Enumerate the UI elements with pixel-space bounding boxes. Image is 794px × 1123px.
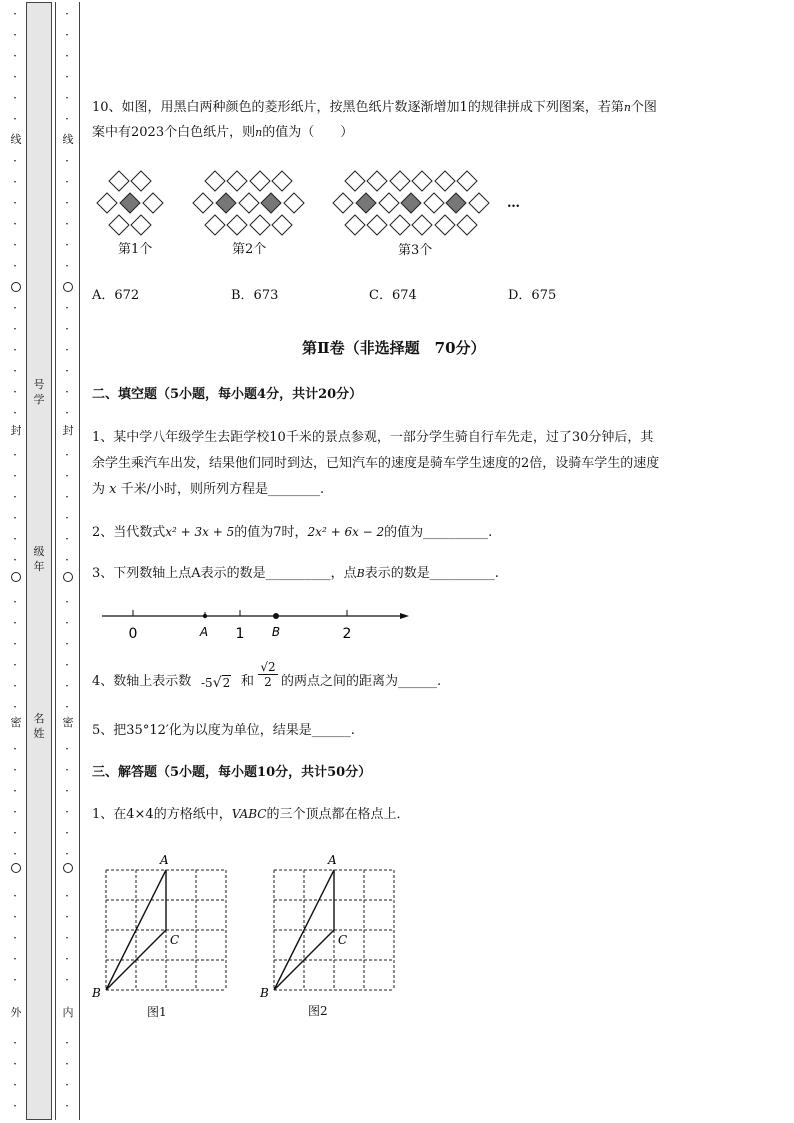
margin-dot: · (65, 511, 69, 525)
fig-label-3: 第3个 (398, 243, 433, 258)
white-rhombus (367, 171, 387, 191)
inner-circle-mark (63, 282, 73, 292)
white-rhombus (272, 171, 292, 191)
q10-line1 (92, 96, 752, 119)
margin-dot: · (13, 301, 17, 315)
margin-dot: · (65, 343, 69, 357)
inner-label-xian: 线 (62, 133, 74, 146)
white-rhombus (131, 215, 151, 235)
outer-label-xian: 线 (10, 133, 22, 146)
fill-q4-text-b: 的两点之间的距离为______. (281, 674, 442, 689)
margin-dot: · (65, 1057, 69, 1071)
black-rhombus (120, 193, 140, 213)
margin-dot: · (65, 1099, 69, 1113)
inner-circle-mark (63, 863, 73, 873)
q10-text-2b: 的值为（ ） (262, 125, 354, 140)
margin-dot: · (13, 196, 17, 210)
white-rhombus (97, 193, 117, 213)
fill-section-heading: 二、填空题（5小题，每小题4分，共计20分） (92, 387, 363, 402)
white-rhombus (345, 215, 365, 235)
margin-dot: · (13, 1099, 17, 1113)
white-rhombus (205, 215, 225, 235)
margin-dot: · (65, 616, 69, 630)
white-rhombus (412, 215, 432, 235)
fill-q1-var-x: x (109, 482, 117, 497)
margin-dot: · (13, 1078, 17, 1092)
fill-q4-fraction (258, 660, 278, 690)
q4-frac-denominator: 2 (264, 675, 272, 690)
number-line (100, 604, 415, 644)
margin-dot: · (13, 259, 17, 273)
white-rhombus (109, 215, 129, 235)
margin-dot: · (13, 805, 17, 819)
white-rhombus (227, 171, 247, 191)
white-rhombus (193, 193, 213, 213)
q10-text-2a: 案中有2023个白色纸片，则 (92, 125, 256, 140)
margin-dot: · (13, 616, 17, 630)
margin-dot: · (13, 763, 17, 777)
q10-option-b: B．673 (231, 288, 279, 303)
tick-label-2: 2 (342, 626, 352, 642)
margin-dot: · (65, 322, 69, 336)
q10-var-n: n (255, 126, 263, 139)
answer-q1-text-b: 的三个顶点都在格点上． (266, 807, 410, 822)
margin-dot: · (65, 196, 69, 210)
margin-dot: · (65, 658, 69, 672)
margin-dot: · (65, 784, 69, 798)
fill-q1-line2: 余学生乘汽车出发，结果他们同时到达，已知汽车的速度是骑车学生速度的2倍，设骑车学生的速度 (92, 456, 660, 471)
part2-title: 第Ⅱ卷（非选择题 70分） (302, 339, 486, 357)
margin-dot: · (13, 910, 17, 924)
margin-dot: · (13, 952, 17, 966)
fill-q4-text-a: 4、数轴上表示数 (92, 674, 192, 689)
outer-circle-mark (11, 863, 21, 873)
margin-dot: · (65, 532, 69, 546)
margin-dot: · (13, 1036, 17, 1050)
margin-dot: · (65, 553, 69, 567)
point-b-dot (273, 613, 279, 619)
margin-dot: · (65, 175, 69, 189)
white-rhombus (457, 171, 477, 191)
rhombus-pattern-figure (92, 168, 532, 240)
white-rhombus (250, 171, 270, 191)
margin-dot: · (65, 931, 69, 945)
white-rhombus (435, 215, 455, 235)
margin-dot: · (13, 91, 17, 105)
margin-dot: · (13, 553, 17, 567)
margin-dot: · (65, 805, 69, 819)
margin-dot: · (13, 238, 17, 252)
white-rhombus (227, 215, 247, 235)
margin-dot: · (13, 7, 17, 21)
white-rhombus (390, 171, 410, 191)
field-label-name: 名 姓 (33, 712, 45, 740)
margin-dot: · (65, 889, 69, 903)
fill-q1-text: 为 (92, 482, 106, 497)
outer-label-wai: 外 (10, 1006, 22, 1019)
tick-label-a: A (199, 625, 209, 639)
vertex-a-label-1: A (160, 853, 169, 867)
fig-label-1: 第1个 (118, 242, 153, 257)
margin-dot: · (65, 28, 69, 42)
margin-dot: · (13, 826, 17, 840)
margin-dot: · (65, 406, 69, 420)
margin-dot: · (13, 931, 17, 945)
margin-dot: · (65, 742, 69, 756)
answer-section-heading: 三、解答题（5小题，每小题10分，共计50分） (92, 765, 372, 780)
margin-dot: · (65, 364, 69, 378)
margin-dot: · (65, 700, 69, 714)
white-rhombus (457, 215, 477, 235)
fill-q2-text-b: 的值为7时， (234, 525, 308, 540)
margin-dot: · (13, 511, 17, 525)
outer-circle-mark (11, 572, 21, 582)
margin-dot: · (13, 322, 17, 336)
white-rhombus (250, 215, 270, 235)
q10-option-c: C．674 (369, 288, 417, 303)
fill-q2-expr2: 2x² + 6x − 2 (307, 525, 385, 539)
margin-dot: · (65, 637, 69, 651)
margin-dot: · (13, 532, 17, 546)
fill-q4-and: 和 (241, 674, 255, 689)
margin-dot: · (13, 385, 17, 399)
q4-frac-numerator: √2 (258, 660, 278, 675)
white-rhombus (412, 171, 432, 191)
margin-dot: · (13, 973, 17, 987)
margin-dot: · (65, 490, 69, 504)
q10-option-a: A．672 (92, 288, 140, 303)
fill-q3-text-a: 3、下列数轴上点A表示的数是__________，点 (92, 566, 357, 581)
point-a-dot (203, 614, 207, 618)
fill-q3 (92, 562, 762, 585)
grid-caption-2: 图2 (308, 1004, 328, 1018)
q4-radicand: 2 (222, 676, 231, 690)
grid-caption-1: 图1 (147, 1005, 167, 1019)
field-label-student-id: 号 学 (33, 378, 45, 406)
fill-q2-text-c: 的值为__________. (384, 525, 493, 540)
white-rhombus (469, 193, 489, 213)
margin-dot: · (65, 70, 69, 84)
margin-dot: · (13, 406, 17, 420)
margin-dot: · (13, 595, 17, 609)
margin-dot: · (65, 826, 69, 840)
q4-neg-coef: -5 (201, 676, 213, 690)
margin-dot: · (65, 259, 69, 273)
vertex-b-label-2: B (260, 986, 269, 1000)
margin-dot: · (65, 301, 69, 315)
margin-dot: · (13, 175, 17, 189)
margin-dot: · (65, 7, 69, 21)
fill-q3-var-b: B (356, 567, 365, 580)
margin-dot: · (13, 112, 17, 126)
margin-dot: · (65, 49, 69, 63)
white-rhombus (205, 171, 225, 191)
fill-q5: 5、把35°12′化为以度为单位，结果是______. (92, 723, 355, 738)
margin-dot: · (13, 1057, 17, 1071)
margin-dot: · (13, 847, 17, 861)
white-rhombus (390, 215, 410, 235)
white-rhombus (284, 193, 304, 213)
outer-label-mi: 密 (10, 716, 22, 729)
margin-dot: · (65, 448, 69, 462)
margin-dot: · (13, 448, 17, 462)
white-rhombus (367, 215, 387, 235)
white-rhombus (239, 193, 259, 213)
q10-option-d: D．675 (508, 288, 557, 303)
fill-q1-text-end: 千米/小时，则所列方程是________. (120, 482, 325, 497)
number-line-arrow (400, 613, 409, 619)
vertex-c-label-1: C (170, 933, 180, 947)
inner-label-nei: 内 (62, 1006, 74, 1019)
tick-label-0: 0 (128, 626, 138, 642)
white-rhombus (143, 193, 163, 213)
margin-dot: · (65, 469, 69, 483)
white-rhombus (131, 171, 151, 191)
margin-dot: · (65, 91, 69, 105)
vertex-a-label-2: A (328, 853, 337, 867)
outer-label-feng: 封 (10, 424, 22, 437)
grid-figure-2 (258, 850, 403, 1000)
fill-q1-line3 (92, 478, 762, 501)
margin-dot: · (13, 742, 17, 756)
field-label-grade: 级 年 (33, 545, 45, 573)
margin-dot: · (13, 637, 17, 651)
margin-dot: · (65, 385, 69, 399)
margin-dot: · (13, 784, 17, 798)
answer-q1-triangle: VABC (231, 807, 267, 821)
tick-label-1: 1 (235, 626, 245, 642)
black-rhombus (216, 193, 236, 213)
margin-dot: · (65, 238, 69, 252)
white-rhombus (345, 171, 365, 191)
outer-circle-mark (11, 282, 21, 292)
margin-dot: · (13, 469, 17, 483)
margin-dot: · (65, 847, 69, 861)
vertex-b-label-1: B (92, 986, 101, 1000)
pattern-ellipsis: … (507, 196, 520, 211)
margin-dot: · (65, 1036, 69, 1050)
margin-dot: · (13, 658, 17, 672)
margin-dot: · (65, 595, 69, 609)
black-rhombus (356, 193, 376, 213)
white-rhombus (109, 171, 129, 191)
margin-dot: · (65, 154, 69, 168)
margin-dot: · (65, 910, 69, 924)
fill-q2-expr1: x² + 3x + 5 (165, 525, 235, 539)
fill-q3-text-b: 表示的数是__________. (364, 566, 499, 581)
margin-dot: · (65, 217, 69, 231)
fill-q4-neg-radical: -5√2 (201, 675, 231, 691)
black-rhombus (401, 193, 421, 213)
white-rhombus (272, 215, 292, 235)
q10-text-1-end: 个图 (630, 100, 657, 115)
margin-dot: · (65, 1078, 69, 1092)
q10-text-1: 10、如图，用黑白两种颜色的菱形纸片，按黑色纸片数逐渐增加1的规律拼成下列图案，若第 (92, 100, 624, 115)
margin-dot: · (65, 679, 69, 693)
margin-dot: · (13, 70, 17, 84)
fig-label-2: 第2个 (232, 242, 267, 257)
tick-label-b: B (271, 625, 281, 639)
margin-dot: · (13, 889, 17, 903)
margin-dot: · (13, 154, 17, 168)
fill-q2 (92, 521, 762, 544)
inner-label-mi: 密 (62, 716, 74, 729)
margin-dot: · (13, 343, 17, 357)
margin-dot: · (65, 952, 69, 966)
white-rhombus (424, 193, 444, 213)
margin-dot: · (13, 364, 17, 378)
answer-q1 (92, 803, 762, 826)
margin-dot: · (13, 28, 17, 42)
black-rhombus (261, 193, 281, 213)
margin-dot: · (13, 217, 17, 231)
white-rhombus (333, 193, 353, 213)
margin-dot: · (65, 973, 69, 987)
margin-dot: · (13, 490, 17, 504)
fill-q1-line1: 1、某中学八年级学生去距学校10千米的景点参观，一部分学生骑自行车先走，过了30分钟后，其 (92, 430, 654, 445)
q10-var-n: n (623, 101, 631, 114)
q10-line2 (92, 121, 752, 144)
inner-label-feng: 封 (62, 424, 74, 437)
black-rhombus (446, 193, 466, 213)
margin-dot: · (65, 763, 69, 777)
fill-q2-text-a: 2、当代数式 (92, 525, 166, 540)
answer-q1-text-a: 1、在4×4的方格纸中， (92, 807, 232, 822)
margin-dot: · (13, 700, 17, 714)
white-rhombus (435, 171, 455, 191)
margin-dot: · (65, 112, 69, 126)
inner-circle-mark (63, 572, 73, 582)
white-rhombus (379, 193, 399, 213)
vertex-c-label-2: C (338, 933, 348, 947)
margin-dot: · (13, 679, 17, 693)
margin-dot: · (13, 49, 17, 63)
grid-figure-1 (90, 850, 235, 1000)
